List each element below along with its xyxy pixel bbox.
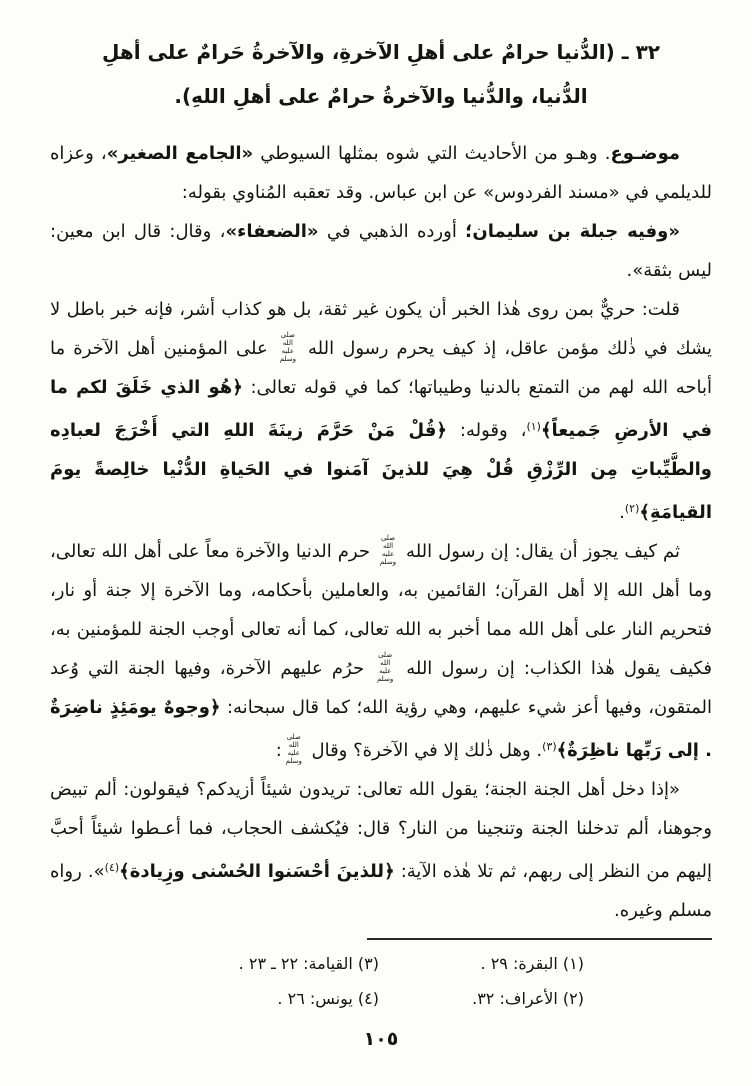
text-run: على المؤمنين أهل الآخرة ما أباحه الله لهم من التمتع بالدنيا وطيباتها؛ كما في قوله تعالى:	[50, 338, 712, 398]
body-paragraphs	[50, 134, 712, 930]
footnote-column-left	[50, 946, 381, 1016]
text-run: ، وعزاه للديلمي في «مسند الفردوس» عن ابن عباس. وقد تعقبه المُناوي بقوله:	[50, 143, 712, 203]
emphasis-text: ﴿وجوهٌ يومَئِذٍ ناضِرَةٌ . إلى رَبِّها ناظِرَةٌ﴾	[50, 697, 712, 761]
text-run: . وهل ذٰلك إلا في الآخرة؟ وقال	[305, 740, 543, 761]
emphasis-text: «الجامع الصغير»	[106, 143, 254, 164]
emphasis-text: موضـوع	[610, 143, 680, 164]
text-run: . وهـو من الأحاديث التي شوه بمثلها السيوطي	[253, 143, 611, 164]
paragraph	[50, 134, 712, 212]
footnote-item: (٢) الأعراف: ٣٢.	[472, 989, 584, 1008]
title-line-1: ٣٢ ـ (الدُّنيا حرامٌ على أهلِ الآخرةِ، والآخرةُ حَرامٌ على أهلِ	[102, 40, 660, 64]
title-line-2: الدُّنيا، والدُّنيا والآخرةُ حرامٌ على أهلِ اللهِ).	[174, 84, 588, 108]
text-run: ، وقال: قال ابن معين: ليس بثقة».	[50, 221, 712, 281]
text-run: .	[619, 502, 625, 523]
paragraph	[50, 770, 712, 930]
paragraph	[50, 532, 712, 770]
text-run: حرم الدنيا والآخرة معاً على أهل الله تعالى، وما أهل الله إلا أهل القرآن؛ القائمين به، والعاملين بأحكامه، وما الآخرة إلا جنة أو نار، فتحريم النار على أهل الله مما أخبر به الله تعالى، كما أنه تعالى أوجب الجنة للمؤمنين به، فكيف يقول هٰذا الكذاب: إن رسول الله	[50, 541, 712, 679]
emphasis-text: ﴿للذينَ أحْسَنوا الحُسْنى وزِيادة﴾	[119, 861, 395, 882]
footnote-ref: (٤)	[104, 861, 120, 874]
footnote-ref: (٣)	[542, 740, 557, 753]
emphasis-text: ﴿هُو الذي خَلَقَ لكم ما في الأرضِ جَميعاً﴾	[50, 377, 712, 441]
emphasis-text: «الضعفاء»	[225, 221, 319, 242]
saw-symbol: صلى الله عليه وسلم	[379, 533, 397, 566]
footnote-item: (٤) يونس: ٢٦ .	[277, 989, 379, 1008]
text-run: قلت: حريٌّ بمن روى هٰذا الخبر أن يكون غير ثقة، بل هو كذاب أشر، فإنه خبر باطل لا يشك في ذٰلك مؤمن عاقل، إذ كيف يحرم رسول الله	[50, 299, 713, 359]
text-run: ، وقوله:	[446, 420, 527, 441]
paragraph	[50, 212, 712, 290]
text-run: حرُم عليهم الآخرة، وفيها الجنة التي وُعد المتقون، وفيها أعز شيء عليهم، وهي رؤية الله؛ كما قال سبحانه:	[50, 658, 712, 718]
emphasis-text: ﴿قُلْ مَنْ حَرَّمَ زينَةَ اللهِ التي أَخْرَجَ لعبادِه والطَّيِّباتِ مِن الرِّزْقِ قُلْ هِيَ للذينَ آمَنوا في الحَياةِ الدُّنْيا خالِصةً يومَ القيامَةِ﴾	[50, 420, 712, 523]
page-number: ١٠٥	[363, 1028, 399, 1050]
paragraph	[50, 290, 712, 532]
page-title	[50, 30, 712, 118]
saw-symbol: صلى الله عليه وسلم	[377, 650, 394, 683]
footnote-ref: (١)	[526, 420, 541, 433]
footnote-column-right	[381, 946, 712, 1016]
text-run: «إذا دخل أهل الجنة الجنة؛ يقول الله تعالى: تريدون شيئاً أزيدكم؟ فيقولون: ألم تبيض وجوهنا، ألم تدخلنا الجنة وتنجينا من النار؟ قال: فيُكشف الحجاب، فما أعـطوا شيئاً أحبَّ إليهم من النظر إلى ربهم، ثم تلا هٰذه الآية:	[50, 779, 713, 882]
saw-symbol: صلى الله عليه وسلم	[279, 330, 296, 363]
saw-symbol: صلى الله عليه وسلم	[285, 732, 302, 765]
footnote-ref: (٢)	[624, 502, 640, 515]
text-run: أورده الذهبي في	[318, 221, 466, 242]
text-run: ثم كيف يجوز أن يقال: إن رسول الله	[400, 541, 680, 562]
emphasis-text: «وفيه جبلة بن سليمان؛	[465, 221, 680, 242]
text-run: ». رواه مسلم وغيره.	[50, 861, 712, 921]
footnote-item: (٣) القيامة: ٢٢ ـ ٢٣ .	[238, 954, 379, 973]
footnote-separator	[367, 938, 712, 940]
text-run: :	[275, 740, 282, 761]
footnotes	[50, 946, 712, 1016]
footnote-item: (١) البقرة: ٢٩ .	[480, 954, 584, 973]
